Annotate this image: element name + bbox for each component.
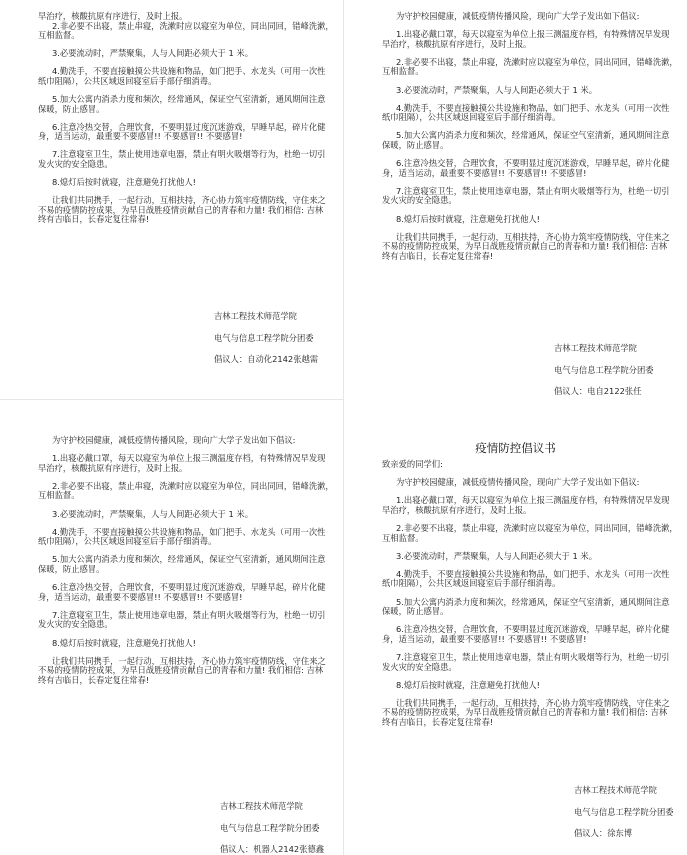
text-line: 终有吉临日，长春定复往常春! (382, 250, 494, 261)
signature-initiator: 倡议人：电自2122张任 (554, 386, 642, 396)
text-line: 互相监督。 (38, 30, 80, 40)
text-line: 让我们共同携手，一起行动，互相扶持，齐心协力筑牢疫情防线，守住来之 (52, 655, 326, 666)
text-line: 2.非必要不出寝，禁止串寝，洗漱时应以寝室为单位，同出同回，错峰洗漱， (396, 523, 678, 534)
signature-school: 吉林工程技术师范学院 (574, 785, 657, 795)
text-line: 身，适当运动，最重要不要感冒!! 不要感冒!! 不要感冒! (382, 167, 587, 178)
document-panel-bottom-left (0, 400, 343, 855)
text-line: 发火灾的安全隐患。 (382, 661, 457, 672)
text-line: 2.非必要不出寝，禁止串寝，洗漱时应以寝室为单位，同出同回，错峰洗漱， (52, 20, 334, 31)
text-line: 身，适当运动，最重要不要感冒!! 不要感冒!! 不要感冒! (38, 591, 243, 602)
text-line: 7.注意寝室卫生，禁止使用违章电器，禁止有明火吸烟等行为，杜绝一切引 (52, 149, 326, 160)
text-line: 8.熄灯后按时就寝，注意避免打扰他人! (52, 177, 196, 188)
text-line: 6.注意冷热交替，合理饮食，不要明显过度沉迷游戏，早睡早起，碎片化健 (52, 121, 326, 132)
text-line: 1.出寝必戴口罩，每天以寝室为单位上报三测温度存档，有特殊情况早发现 (52, 453, 326, 464)
text-line: 8.熄灯后按时就寝，注意避免打扰他人! (396, 679, 540, 690)
document-title: 疫情防控倡议书 (475, 441, 556, 455)
text-line: 身，适当运动，最重要不要感冒!! 不要感冒!! 不要感冒! (38, 131, 243, 142)
text-line: 互相监督。 (38, 490, 80, 501)
text-line: 4.勤洗手，不要直接触摸公共设施和物品，如门把手、水龙头（可用一次性 (52, 526, 326, 537)
text-line: 致亲爱的同学们: (382, 459, 443, 469)
text-line: 7.注意寝室卫生，禁止使用违章电器，禁止有明火吸烟等行为，杜绝一切引 (396, 185, 670, 196)
text-line: 4.勤洗手，不要直接触摸公共设施和物品，如门把手、水龙头（可用一次性 (396, 568, 670, 579)
text-line: 不易的疫情防控成果，为早日战胜疫情贡献自己的青春和力量! 我们相信: 吉林 (382, 707, 668, 718)
text-line: 不易的疫情防控成果，为早日战胜疫情贡献自己的青春和力量! 我们相信: 吉林 (38, 204, 324, 215)
signature-initiator: 倡议人：自动化2142张越需 (214, 354, 319, 364)
text-line: 3.必要流动时，严禁聚集，人与人间距必须大于 1 米。 (52, 48, 254, 59)
text-line: 纸巾阻隔），公共区域返回寝室后手部仔细消毒。 (38, 536, 217, 547)
document-body (38, 435, 334, 685)
text-line: 4.勤洗手，不要直接触摸公共设施和物品，如门把手、水龙头（可用一次性 (52, 66, 326, 77)
text-line: 3.必要流动时，严禁聚集，人与人间距必须大于 1 米。 (52, 508, 254, 519)
text-line: 终有吉临日，长春定复往常春! (38, 674, 150, 685)
text-line: 发火灾的安全隐患。 (382, 195, 457, 206)
signature-college: 电气与信息工程学院分团委 (220, 822, 320, 833)
text-line: 4.勤洗手，不要直接触摸公共设施和物品，如门把手、水龙头（可用一次性 (396, 102, 670, 113)
document-body (382, 459, 678, 727)
text-line: 发火灾的安全隐患。 (38, 619, 113, 630)
document-body (382, 11, 678, 261)
text-line: 不易的疫情防控成果，为早日战胜疫情贡献自己的青春和力量! 我们相信: 吉林 (382, 241, 668, 252)
text-line: 8.熄灯后按时就寝，注意避免打扰他人! (52, 637, 196, 648)
text-line: 保暖，防止感冒。 (382, 139, 449, 150)
text-line: 为守护校园健康，减低疫情传播风险，现向广大学子发出如下倡议: (52, 435, 296, 445)
text-line: 3.必要流动时，严禁聚集，人与人间距必须大于 1 米。 (396, 550, 598, 561)
text-line: 终有吉临日，长春定复往常春! (38, 214, 150, 225)
text-line: 纸巾阻隔），公共区域返回寝室后手部仔细消毒。 (382, 578, 561, 589)
signature-school: 吉林工程技术师范学院 (554, 343, 637, 353)
text-line: 终有吉临日，长春定复往常春! (382, 716, 494, 727)
document-body (38, 11, 334, 225)
signature-school: 吉林工程技术师范学院 (220, 801, 303, 811)
text-line: 让我们共同携手，一起行动，互相扶持，齐心协力筑牢疫情防线，守住来之 (52, 195, 326, 206)
text-line: 早治疗，核酸抗原有序进行，及时上报。 (38, 11, 188, 21)
signature-initiator: 倡议人：机器人2142张德鑫 (220, 844, 325, 854)
text-line: 发火灾的安全隐患。 (38, 158, 113, 169)
text-line: 5.加大公寓内消杀力度和频次，经常通风，保证空气室清新，通风期间注意 (396, 596, 670, 607)
signature-college: 电气与信息工程学院分团委 (574, 806, 674, 817)
text-line: 为守护校园健康，减低疫情传播风险，现向广大学子发出如下倡议: (396, 477, 640, 488)
text-line: 2.非必要不出寝，禁止串寝，洗漱时应以寝室为单位，同出同回，错峰洗漱， (396, 56, 678, 67)
document-panel-top-left (0, 0, 343, 398)
text-line: 6.注意冷热交替，合理饮食，不要明显过度沉迷游戏，早睡早起，碎片化健 (396, 624, 670, 635)
text-line: 不易的疫情防控成果，为早日战胜疫情贡献自己的青春和力量! 我们相信: 吉林 (38, 665, 324, 676)
text-line: 早治疗，核酸抗原有序进行，及时上报。 (382, 38, 532, 49)
text-line: 5.加大公寓内消杀力度和频次，经常通风，保证空气室清新，通风期间注意 (52, 554, 326, 565)
text-line: 5.加大公寓内消杀力度和频次，经常通风，保证空气室清新，通风期间注意 (52, 94, 326, 105)
text-line: 纸巾阻隔），公共区域返回寝室后手部仔细消毒。 (38, 75, 217, 86)
signature-college: 电气与信息工程学院分团委 (214, 332, 314, 343)
text-line: 身，适当运动，最重要不要感冒!! 不要感冒!! 不要感冒! (382, 633, 587, 644)
text-line: 为守护校园健康，减低疫情传播风险，现向广大学子发出如下倡议: (396, 11, 640, 21)
text-line: 互相监督。 (382, 532, 424, 543)
text-line: 6.注意冷热交替，合理饮食，不要明显过度沉迷游戏，早睡早起，碎片化健 (396, 158, 670, 169)
text-line: 保暖，防止感冒。 (38, 103, 105, 114)
signature-school: 吉林工程技术师范学院 (214, 311, 297, 321)
text-line: 3.必要流动时，严禁聚集，人与人间距必须大于 1 米。 (396, 84, 598, 95)
text-line: 早治疗，核酸抗原有序进行，及时上报。 (382, 504, 532, 515)
text-line: 纸巾阻隔），公共区域返回寝室后手部仔细消毒。 (382, 112, 561, 123)
signature-block (554, 344, 654, 409)
text-line: 7.注意寝室卫生，禁止使用违章电器，禁止有明火吸烟等行为，杜绝一切引 (52, 609, 326, 620)
document-panel-bottom-right (344, 420, 687, 855)
signature-block (574, 786, 674, 851)
text-line: 让我们共同携手，一起行动，互相扶持，齐心协力筑牢疫情防线，守住来之 (396, 231, 670, 242)
text-line: 6.注意冷热交替，合理饮食，不要明显过度沉迷游戏，早睡早起，碎片化健 (52, 582, 326, 593)
text-line: 1.出寝必戴口罩，每天以寝室为单位上报三测温度存档，有特殊情况早发现 (396, 29, 670, 40)
signature-initiator: 倡议人：徐东博 (574, 828, 633, 838)
text-line: 互相监督。 (382, 66, 424, 77)
text-line: 5.加大公寓内消杀力度和频次，经常通风，保证空气室清新，通风期间注意 (396, 130, 670, 141)
text-line: 早治疗，核酸抗原有序进行，及时上报。 (38, 462, 188, 473)
signature-college: 电气与信息工程学院分团委 (554, 364, 654, 375)
signature-block (214, 312, 318, 377)
text-line: 1.出寝必戴口罩，每天以寝室为单位上报三测温度存档，有特殊情况早发现 (396, 495, 670, 506)
text-line: 保暖，防止感冒。 (382, 606, 449, 617)
signature-block (220, 802, 324, 855)
text-line: 让我们共同携手，一起行动，互相扶持，齐心协力筑牢疫情防线，守住来之 (396, 697, 670, 708)
text-line: 7.注意寝室卫生，禁止使用违章电器，禁止有明火吸烟等行为，杜绝一切引 (396, 652, 670, 662)
document-panel-top-right (344, 0, 687, 420)
text-line: 保暖，防止感冒。 (38, 563, 105, 574)
text-line: 2.非必要不出寝，禁止串寝，洗漱时应以寝室为单位，同出同回，错峰洗漱， (52, 480, 334, 491)
text-line: 8.熄灯后按时就寝，注意避免打扰他人! (396, 213, 540, 224)
